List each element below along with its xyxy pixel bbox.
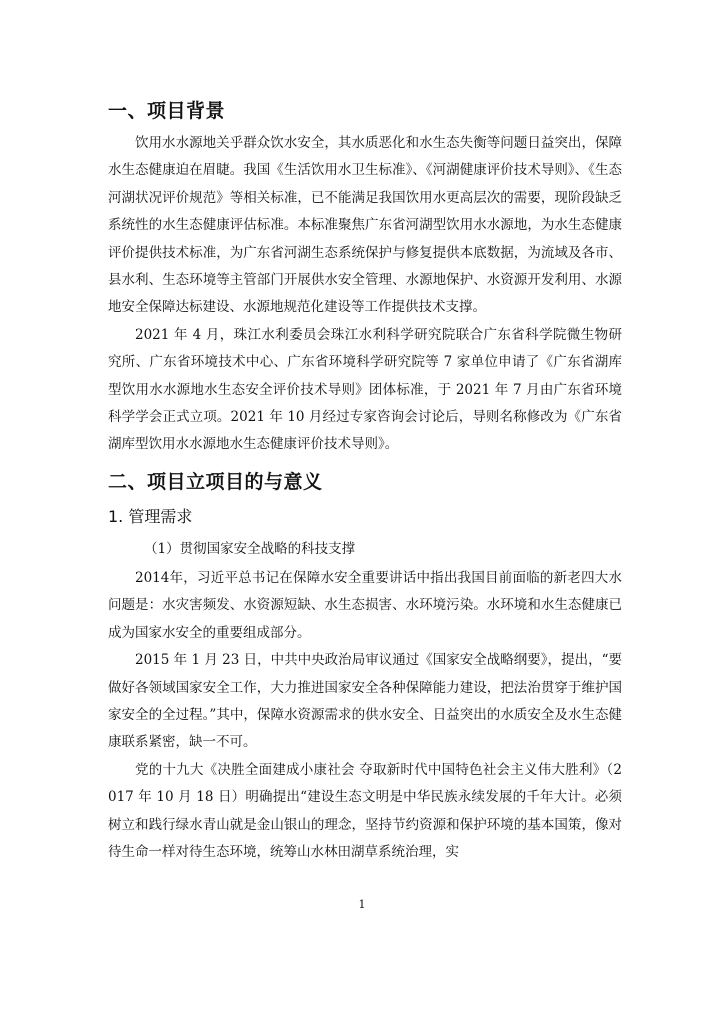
section-heading-background: 一、项目背景	[108, 100, 226, 122]
document-body	[108, 96, 622, 866]
section-heading-purpose: 二、项目立项目的与意义	[108, 470, 323, 493]
body-paragraph: 2015 年 1 月 23 日，中共中央政治局审议通过《国家安全战略纲要》，提出，“要做好各领域国家安全工作，大力推进国家安全各种保障能力建设，把法治贯穿于维护国家安全的全过程。”其中，保障水资源需求的供水安全、日益突出的水质安全及水生态健康联系紧密，缺一不可。	[108, 652, 622, 751]
body-paragraph: 饮用水水源地关乎群众饮水安全，其水质恶化和水生态失衡等问题日益突出，保障水生态健康迫在眉睫。我国《生活饮用水卫生标准》、《河湖健康评价技术导则》、《生态河湖状况评价规范》等相关标准，已不能满足我国饮用水更高层次的需要，现阶段缺乏系统性的水生态健康评估标准。本标准聚焦广东省河湖型饮用水水源地，为水生态健康评价提供技术标准，为广东省河湖生态系统保护与修复提供本底数据，为流域及各市、县水利、生态环境等主管部门开展供水安全管理、水源地保护、水资源开发利用、水源地安全保障达标建设、水源地规范化建设等工作提供技术支撑。	[108, 135, 622, 316]
body-paragraph: 2014年，习近平总书记在保障水安全重要讲话中指出我国目前面临的新老四大水问题是：水灾害频发、水资源短缺、水生态损害、水环境污染。水环境和水生态健康已成为国家水安全的重要组成部分。	[108, 569, 622, 641]
body-paragraph: 2021 年 4 月，珠江水利委员会珠江水利科学研究院联合广东省科学院微生物研究所、广东省环境技术中心、广东省环境科学研究院等 7 家单位申请了《广东省湖库型饮用水水源地水生态安全评价技术导则》团体标准，于 2021 年 7 月由广东省环境科学学会正式立项。2021 年 10 月经过专家咨询会讨论后，导则名称修改为《广东省湖库型饮用水水源地水生态健康评价技术导则》。	[108, 326, 622, 453]
subsection-heading-management-needs: 1. 管理需求	[108, 506, 193, 526]
body-paragraph: 党的十九大《决胜全面建成小康社会 夺取新时代中国特色社会主义伟大胜利》（2017 年 10 月 18 日）明确提出“建设生态文明是中华民族永续发展的千年大计。必须树立和践行绿水青山就是金山银山的理念，坚持节约资源和保护环境的基本国策，像对待生命一样对待生态环境，统筹山水林田湖草系统治理，实	[108, 761, 622, 860]
item-heading-national-security: （1）贯彻国家安全战略的科技支撑	[144, 540, 356, 557]
page-number: 1	[358, 898, 366, 911]
